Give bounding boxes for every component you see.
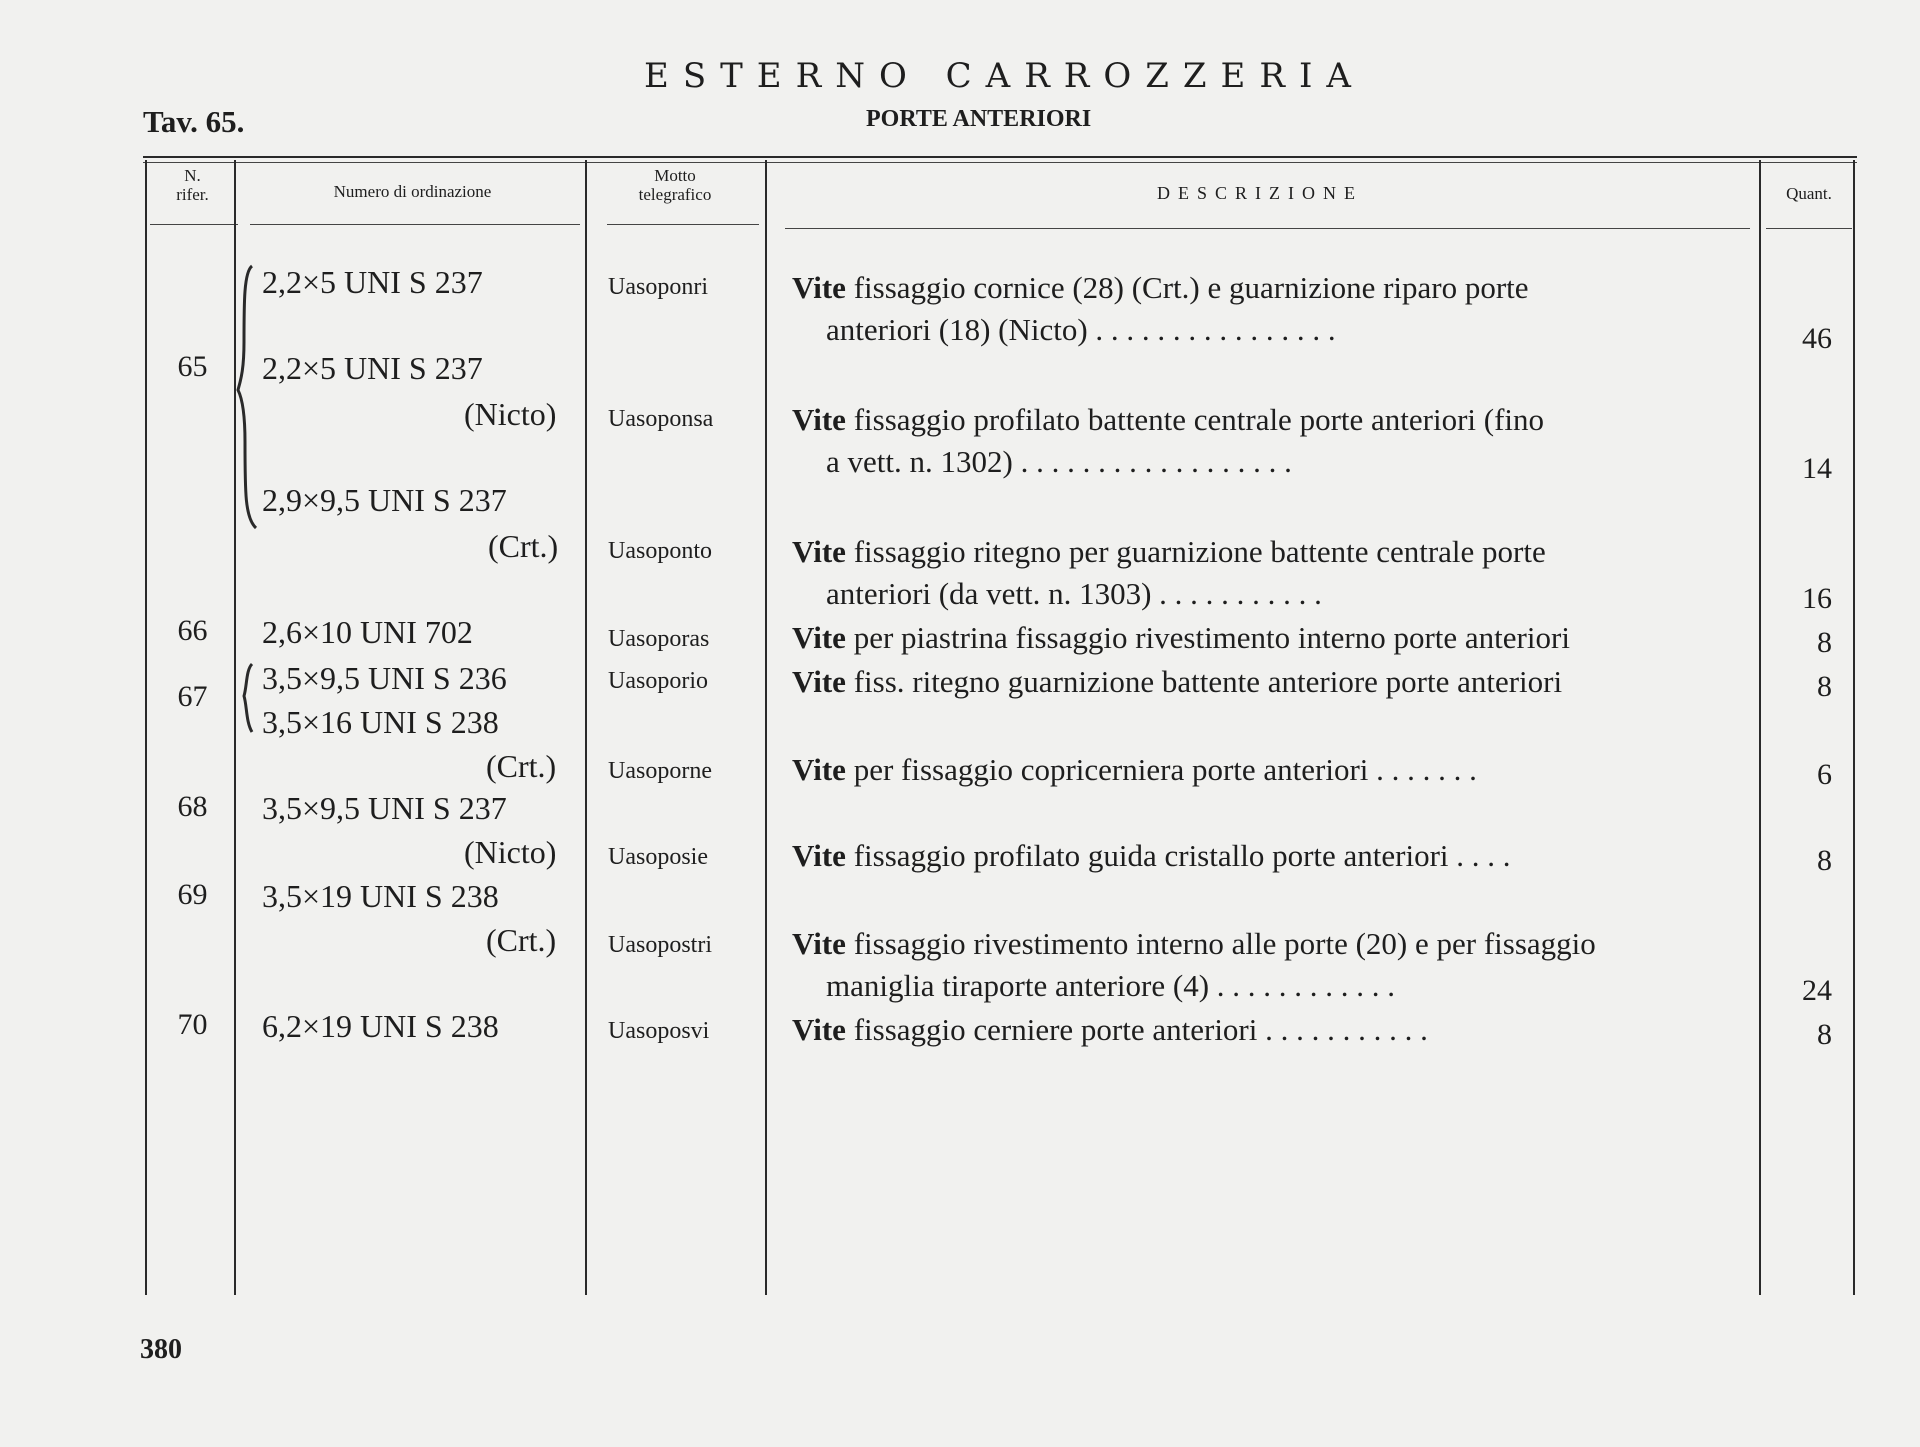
telegraphic-code: Uasoposvi xyxy=(608,1018,710,1044)
telegraphic-code: Uasoponsa xyxy=(608,406,714,432)
item-quantity: 24 xyxy=(1802,974,1832,1007)
telegraphic-code: Uasopostri xyxy=(608,932,712,958)
top-rule-1 xyxy=(143,156,1857,158)
brace-67 xyxy=(238,660,258,736)
header-underline-qty xyxy=(1766,228,1852,229)
top-rule-2 xyxy=(143,162,1857,163)
order-number: 3,5×9,5 UNI S 237 xyxy=(262,790,507,826)
subsection-title: PORTE ANTERIORI xyxy=(866,106,1092,132)
item-keyword: Vite xyxy=(792,402,846,437)
item-quantity: 8 xyxy=(1817,844,1832,877)
order-number: 3,5×9,5 UNI S 236 xyxy=(262,660,507,696)
column-header-ref xyxy=(145,166,240,204)
order-number: (Nicto) xyxy=(464,834,557,870)
column-header-motto-line1: Motto xyxy=(654,166,696,185)
item-quantity: 14 xyxy=(1802,452,1832,485)
leader-dots: . . . . . . . . . . . . . . . . xyxy=(1095,312,1336,347)
item-quantity: 8 xyxy=(1817,1018,1832,1051)
item-keyword: Vite xyxy=(792,838,846,873)
item-description xyxy=(792,620,1570,656)
order-number: 3,5×19 UNI S 238 xyxy=(262,878,499,914)
column-header-description: DESCRIZIONE xyxy=(1157,183,1363,203)
plate-number: Tav. 65. xyxy=(143,104,245,139)
order-number: 2,2×5 UNI S 237 xyxy=(262,264,483,300)
item-description xyxy=(792,534,1546,570)
item-description-line: fissaggio profilato guida cristallo porte anteriori xyxy=(853,838,1449,873)
order-number: 6,2×19 UNI S 238 xyxy=(262,1008,499,1044)
column-header-ref-line2: rifer. xyxy=(176,185,209,204)
ref-number: 68 xyxy=(177,790,208,823)
item-description-continued xyxy=(826,444,1292,480)
item-keyword: Vite xyxy=(792,1012,846,1047)
column-header-motto xyxy=(585,166,765,204)
leader-dots: . . . . . . . xyxy=(1376,752,1477,787)
order-number: (Crt.) xyxy=(486,748,557,784)
page-number: 380 xyxy=(140,1334,182,1365)
leader-dots: . . . . xyxy=(1456,838,1511,873)
item-description-continued xyxy=(826,968,1395,1004)
ref-number: 70 xyxy=(177,1008,208,1041)
item-description xyxy=(792,270,1529,306)
item-description-line: fissaggio ritegno per guarnizione battente centrale porte xyxy=(853,534,1546,569)
item-description-line: anteriori (da vett. n. 1303) xyxy=(826,576,1152,611)
leader-dots: . . . . . . . . . . . . xyxy=(1216,968,1396,1003)
item-description xyxy=(792,402,1544,438)
item-description-line: fissaggio cerniere porte anteriori xyxy=(853,1012,1258,1047)
leader-dots: . . . . . . . . . . . . . . . . . . xyxy=(1020,444,1292,479)
item-quantity: 16 xyxy=(1802,582,1832,615)
order-number: 2,6×10 UNI 702 xyxy=(262,614,473,650)
item-description-continued xyxy=(826,312,1336,348)
telegraphic-code: Uasoponri xyxy=(608,274,708,300)
order-number: (Crt.) xyxy=(488,528,559,564)
leader-dots: . . . . . . . . . . . xyxy=(1159,576,1322,611)
column-header-motto-line2: telegrafico xyxy=(638,185,712,204)
ref-number: 69 xyxy=(177,878,208,911)
item-keyword: Vite xyxy=(792,270,846,305)
item-description-line: fissaggio rivestimento interno alle porte (20) e per fissaggio xyxy=(853,926,1596,961)
item-description xyxy=(792,838,1511,874)
leader-dots: . . . . . . . . . . . xyxy=(1265,1012,1428,1047)
item-quantity: 46 xyxy=(1802,322,1832,355)
telegraphic-code: Uasoporne xyxy=(608,758,712,784)
item-description xyxy=(792,1012,1428,1048)
header-underline-motto xyxy=(607,224,759,225)
telegraphic-code: Uasoponto xyxy=(608,538,712,564)
header-underline-order xyxy=(250,224,580,225)
header-underline-desc xyxy=(785,228,1750,229)
col-border-motto xyxy=(765,160,767,1295)
column-header-quantity: Quant. xyxy=(1786,184,1832,203)
order-number: (Nicto) xyxy=(464,396,557,432)
item-description-line: a vett. n. 1302) xyxy=(826,444,1013,479)
order-number: 2,2×5 UNI S 237 xyxy=(262,350,483,386)
item-description xyxy=(792,752,1477,788)
item-description-continued xyxy=(826,576,1322,612)
item-description-line: fissaggio profilato battente centrale porte anteriori (fino xyxy=(853,402,1545,437)
ref-number: 66 xyxy=(177,614,208,647)
ref-number: 65 xyxy=(177,350,208,383)
order-number: 3,5×16 UNI S 238 xyxy=(262,704,499,740)
item-quantity: 6 xyxy=(1817,758,1832,791)
item-keyword: Vite xyxy=(792,534,846,569)
item-keyword: Vite xyxy=(792,620,846,655)
item-description-line: fiss. ritegno guarnizione battente anteriore porte anteriori xyxy=(853,664,1563,699)
item-description-line: maniglia tiraporte anteriore (4) xyxy=(826,968,1210,1003)
column-header-ref-line1: N. xyxy=(184,166,201,185)
item-quantity: 8 xyxy=(1817,670,1832,703)
item-description-line: fissaggio cornice (28) (Crt.) e guarnizione riparo porte xyxy=(853,270,1529,305)
ref-number: 67 xyxy=(177,680,208,713)
order-number: 2,9×9,5 UNI S 237 xyxy=(262,482,507,518)
item-description-line: per fissaggio copricerniera porte anteriori xyxy=(853,752,1369,787)
column-header-order: Numero di ordinazione xyxy=(333,182,492,201)
item-keyword: Vite xyxy=(792,752,846,787)
item-keyword: Vite xyxy=(792,664,846,699)
item-description xyxy=(792,926,1596,962)
item-keyword: Vite xyxy=(792,926,846,961)
col-border-order xyxy=(585,160,587,1295)
telegraphic-code: Uasoporas xyxy=(608,626,710,652)
item-description-line: anteriori (18) (Nicto) xyxy=(826,312,1088,347)
item-quantity: 8 xyxy=(1817,626,1832,659)
telegraphic-code: Uasoposie xyxy=(608,844,708,870)
section-title: ESTERNO CARROZZERIA xyxy=(644,56,1365,96)
item-description-line: per piastrina fissaggio rivestimento interno porte anteriori xyxy=(853,620,1570,655)
telegraphic-code: Uasoporio xyxy=(608,668,708,694)
col-border-right xyxy=(1853,160,1855,1295)
order-number: (Crt.) xyxy=(486,922,557,958)
item-description xyxy=(792,664,1562,700)
header-underline-ref xyxy=(150,224,238,225)
col-border-left xyxy=(145,160,147,1295)
